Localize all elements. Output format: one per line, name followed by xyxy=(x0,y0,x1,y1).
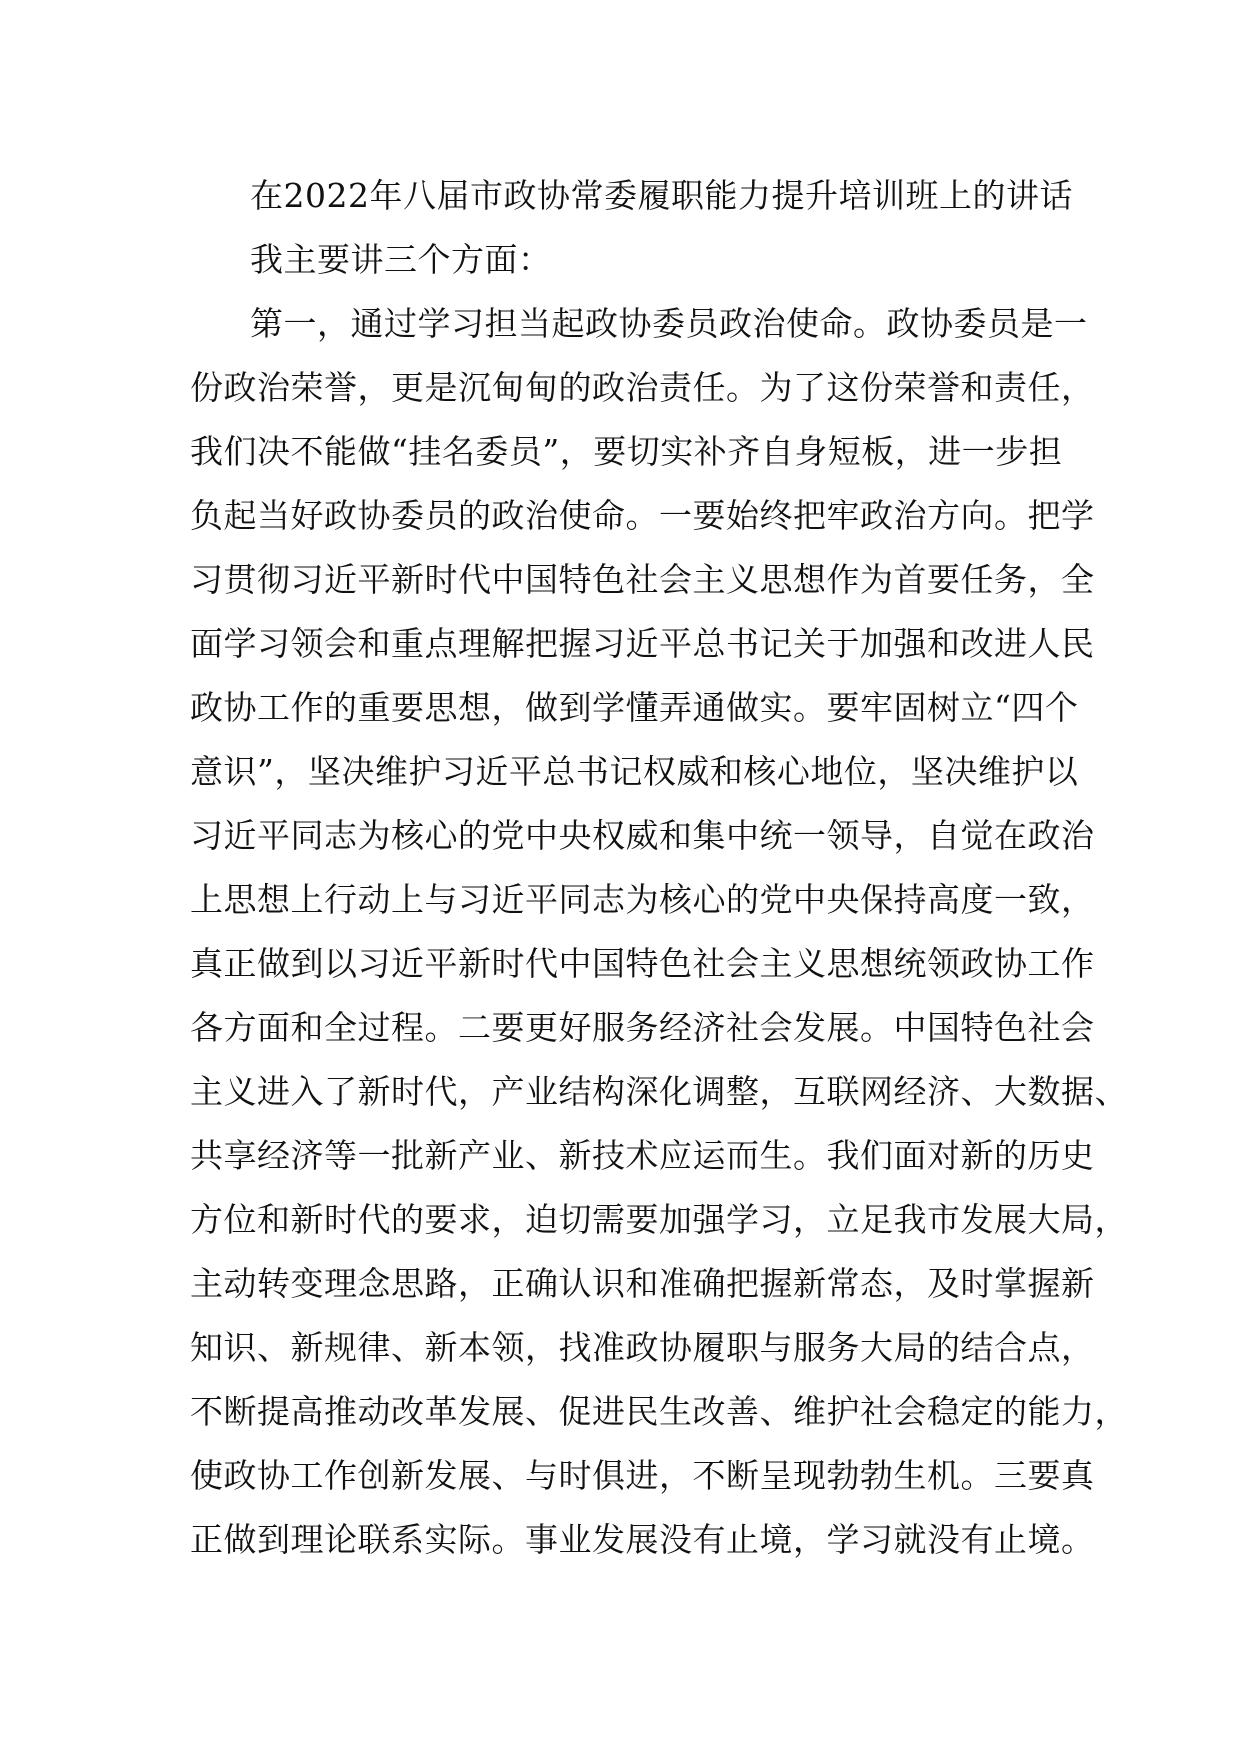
paragraph-line: 使政协工作创新发展、与时俱进，不断呈现勃勃生机。三要真 xyxy=(190,1456,1095,1495)
paragraph-line: 上思想上行动上与习近平同志为核心的党中央保持高度一致， xyxy=(190,880,1095,919)
paragraph-line: 主动转变理念思路，正确认识和准确把握新常态，及时掌握新 xyxy=(190,1264,1095,1303)
intro-line: 我主要讲三个方面： xyxy=(250,240,552,279)
paragraph-line: 政协工作的重要思想，做到学懂弄通做实。要牢固树立“四个 xyxy=(190,688,1079,727)
paragraph-line: 正做到理论联系实际。事业发展没有止境，学习就没有止境。 xyxy=(190,1520,1095,1559)
paragraph-line: 知识、新规律、新本领，找准政协履职与服务大局的结合点， xyxy=(190,1328,1095,1367)
paragraph-line: 我们决不能做“挂名委员”，要切实补齐自身短板，进一步担 xyxy=(190,432,1063,471)
paragraph-line: 方位和新时代的要求，迫切需要加强学习，立足我市发展大局， xyxy=(190,1200,1128,1239)
paragraph-line: 面学习领会和重点理解把握习近平总书记关于加强和改进人民 xyxy=(190,624,1095,663)
paragraph-line: 负起当好政协委员的政治使命。一要始终把牢政治方向。把学 xyxy=(190,496,1095,535)
speech-title: 在2022年八届市政协常委履职能力提升培训班上的讲话 xyxy=(250,176,1073,215)
paragraph-line: 各方面和全过程。二要更好服务经济社会发展。中国特色社会 xyxy=(190,1008,1095,1047)
paragraph-line: 习近平同志为核心的党中央权威和集中统一领导，自觉在政治 xyxy=(190,816,1095,855)
paragraph-line: 主义进入了新时代，产业结构深化调整，互联网经济、大数据、 xyxy=(190,1072,1128,1111)
paragraph-line: 份政治荣誉，更是沉甸甸的政治责任。为了这份荣誉和责任， xyxy=(190,368,1095,407)
paragraph-line: 不断提高推动改革发展、促进民生改善、维护社会稳定的能力， xyxy=(190,1392,1128,1431)
paragraph-line: 习贯彻习近平新时代中国特色社会主义思想作为首要任务，全 xyxy=(190,560,1095,599)
paragraph-line: 共享经济等一批新产业、新技术应运而生。我们面对新的历史 xyxy=(190,1136,1095,1175)
paragraph-line: 真正做到以习近平新时代中国特色社会主义思想统领政协工作 xyxy=(190,944,1095,983)
paragraph-line: 第一，通过学习担当起政协委员政治使命。政协委员是一 xyxy=(250,304,1088,343)
paragraph-line: 意识”，坚决维护习近平总书记权威和核心地位，坚决维护以 xyxy=(190,752,1079,791)
